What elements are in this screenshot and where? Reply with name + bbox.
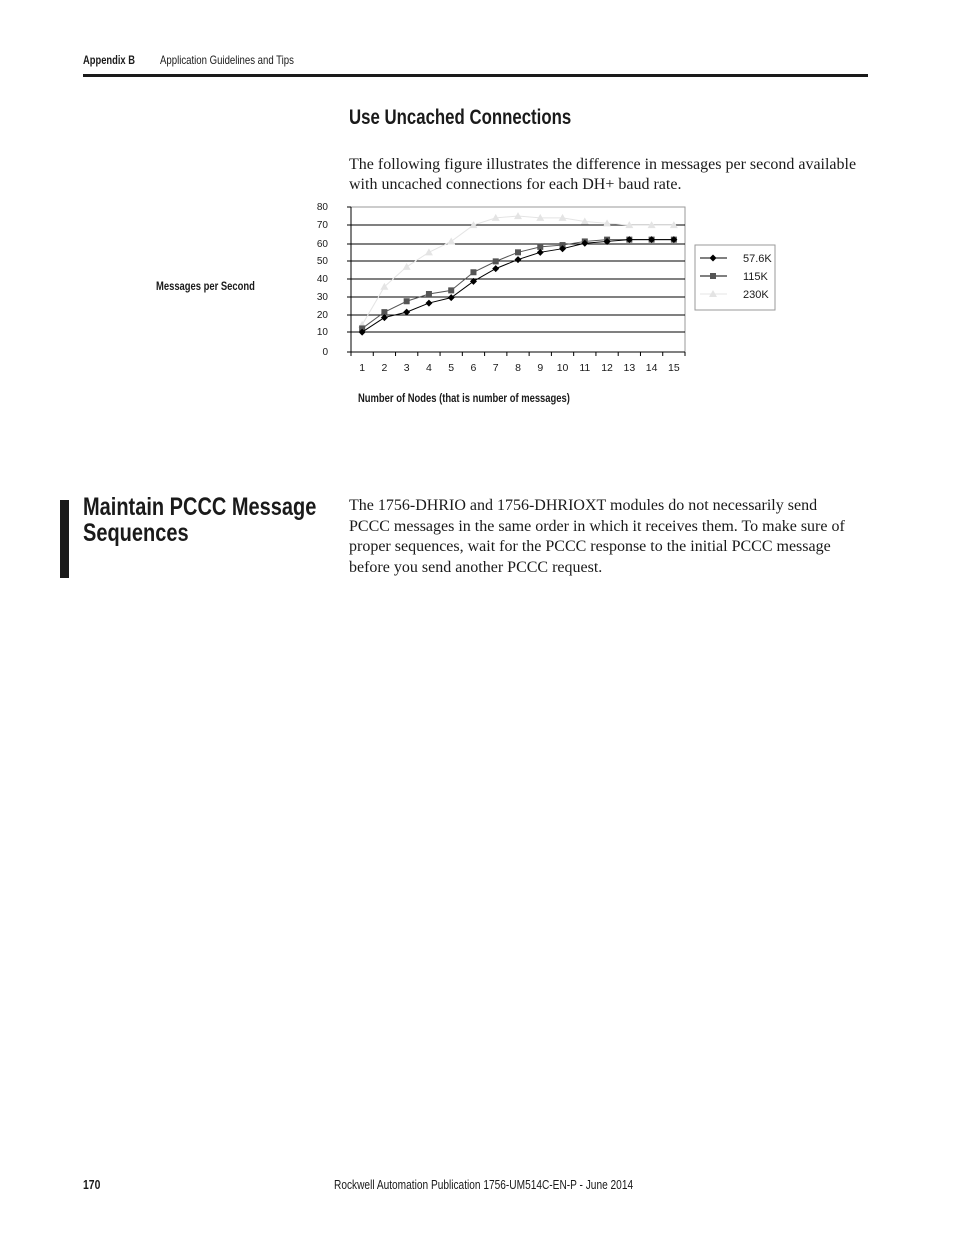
legend-label-115K: 115K xyxy=(743,271,768,283)
y-axis-title: Messages per Second xyxy=(156,280,255,294)
change-bar xyxy=(60,500,69,578)
x-tick-label: 11 xyxy=(579,362,591,374)
x-tick-label: 14 xyxy=(645,362,658,374)
page-number: 170 xyxy=(83,1177,101,1192)
data-point-115K xyxy=(404,298,410,304)
x-tick-label: 6 xyxy=(470,362,477,374)
publication-line: Rockwell Automation Publication 1756-UM514C-EN-P - June 2014 xyxy=(334,1177,634,1192)
y-tick-label: 30 xyxy=(316,292,328,303)
x-tick-label: 4 xyxy=(426,362,432,374)
x-tick-label: 8 xyxy=(515,362,521,374)
y-tick-label: 0 xyxy=(322,347,328,358)
y-tick-label: 60 xyxy=(316,239,328,250)
legend-label-230K: 230K xyxy=(743,289,769,301)
x-tick-label: 13 xyxy=(623,362,636,374)
x-tick-label: 1 xyxy=(359,362,366,374)
section-title-pccc-line1: Maintain PCCC Message xyxy=(83,493,317,521)
y-tick-label: 70 xyxy=(316,220,328,231)
section-title-pccc xyxy=(83,494,316,546)
legend-marker-115K xyxy=(710,273,716,279)
messages-chart xyxy=(150,195,800,415)
x-tick-label: 2 xyxy=(381,362,388,374)
y-tick-label: 10 xyxy=(316,327,328,338)
chart-svg xyxy=(150,195,800,415)
y-tick-label: 50 xyxy=(316,256,328,267)
x-axis-title: Number of Nodes (that is number of messages) xyxy=(358,392,570,406)
x-tick-label: 9 xyxy=(537,362,544,374)
section-title-uncached: Use Uncached Connections xyxy=(349,106,572,129)
x-tick-label: 10 xyxy=(556,362,569,374)
header-rule xyxy=(83,74,868,77)
y-tick-label: 80 xyxy=(316,202,328,213)
data-point-115K xyxy=(515,249,521,255)
header-chapter: Appendix B xyxy=(83,53,136,67)
data-point-115K xyxy=(426,291,432,297)
section-body-uncached: The following figure illustrates the difference in messages per second available with uncached connections for each DH+ baud rate. xyxy=(349,156,857,193)
x-tick-label: 5 xyxy=(448,362,455,374)
section-body-pccc: The 1756-DHRIO and 1756-DHRIOXT modules do not necessarily send PCCC messages in the same order in which it receives them. To make sure of proper sequences, wait for the PCCC response to the initial PCCC message before you send another PCCC request. xyxy=(349,497,845,576)
data-point-115K xyxy=(448,287,454,293)
header-title: Application Guidelines and Tips xyxy=(160,53,294,67)
legend-label-57.6K: 57.6K xyxy=(743,253,772,265)
y-tick-label: 20 xyxy=(316,310,328,321)
x-tick-label: 3 xyxy=(403,362,410,374)
x-tick-label: 15 xyxy=(668,362,680,374)
data-point-115K xyxy=(470,269,476,275)
data-point-115K xyxy=(493,258,499,264)
section-title-pccc-line2: Sequences xyxy=(83,519,189,547)
x-tick-label: 7 xyxy=(492,362,499,374)
x-tick-label: 12 xyxy=(601,362,613,374)
y-tick-label: 40 xyxy=(316,274,328,285)
